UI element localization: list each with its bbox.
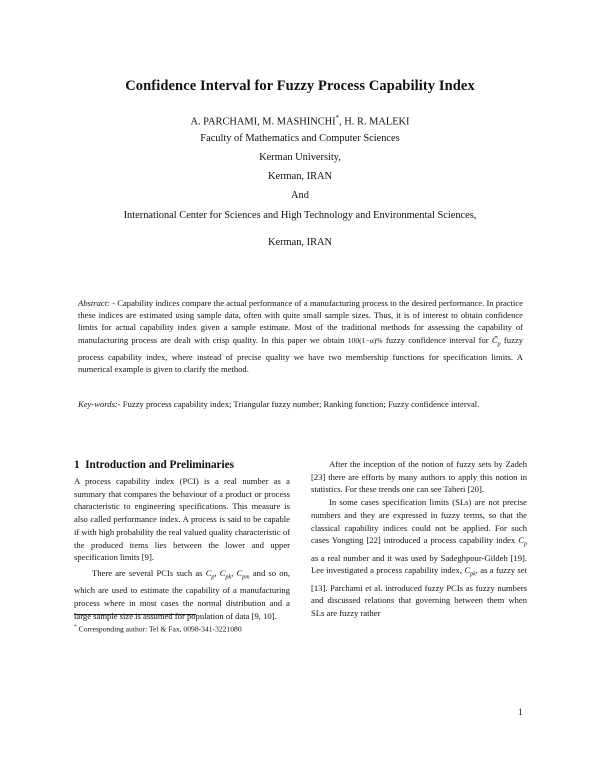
intro-paragraph-4: In some cases specification limits (SLs) are not precise numbers and they are expressed in fuzzy terms, so that the classical capability indices could not be applied. For such cases Yongting [22] introduced a process capability index $C_p$ as a real number and it was used by Sadeghpour-Gildeh [19]. Lee investigated a process capability index, $C_{pk}$, as a fuzzy set [13]. Parchami et al. introduced fuzzy PCIs as fuzzy numbers and discussed relations that governing between them when SLs are fuzzy rather bbox=[311, 497, 527, 619]
authors-last: , H. R. MALEKI bbox=[339, 116, 410, 128]
fuzzy-cp-symbol: $C̃_p$ bbox=[491, 334, 501, 348]
authors-first: A. PARCHAMI, M. MASHINCHI bbox=[190, 116, 336, 128]
section-heading bbox=[74, 458, 290, 472]
affiliation-and: And bbox=[291, 190, 309, 201]
paper-title: Confidence Interval for Fuzzy Process Capability Index bbox=[125, 78, 475, 94]
affiliation-city-2: Kerman, IRAN bbox=[267, 237, 333, 248]
confidence-expression: 100(1−α)% bbox=[347, 335, 383, 345]
corresponding-author-mark: * bbox=[335, 114, 340, 122]
intro-paragraph-3: After the inception of the notion of fuzzy sets by Zadeh [23] there are efforts by many authors to apply this notion in statistics. For these trends one can see Taheri [20]. bbox=[311, 459, 527, 495]
affiliation-center: International Center for Sciences and High Technology and Environmental Sciences, bbox=[123, 210, 477, 221]
left-column bbox=[74, 458, 290, 622]
footnote-mark: * bbox=[74, 624, 77, 630]
intro-paragraph-1: A process capability index (PCI) is a real number as a summary that compares the behaviour of a product or process characteristic to engineering specifications. This measure is also called performance index. A process is said to be capable if with high probability the real valued quality characteristic of the produced items lies between the lower and upper specification limits [9]. bbox=[74, 476, 290, 563]
footnote-rule bbox=[74, 614, 196, 615]
right-column bbox=[311, 458, 527, 620]
abstract bbox=[78, 297, 523, 375]
cpk-symbol: $C_{pk}$ bbox=[219, 567, 232, 581]
keywords-label: Key-words:- bbox=[78, 399, 121, 409]
abstract-text-3: fuzzy process capability index, where instead of precise quality we have two membership functions for specification limits. A numerical example is given to clarify the method. bbox=[78, 334, 523, 374]
cpm-symbol: $C_{pm}$ bbox=[236, 567, 250, 581]
cp-symbol: $C_p$ bbox=[205, 567, 215, 581]
abstract-text-1: - Capability indices compare the actual performance of a manufacturing process to the desired performance. In practice these indices are estimated using sample data, often with quite small sample sizes. Thus, it is of interest to obtain confidence limits for actual capability index given a sample estimate. Most of the traditional methods for assessing the capability of manufacturing process are dealt with crisp quality. In this paper we obtain bbox=[78, 298, 523, 345]
keywords-text: Fuzzy process capability index; Triangular fuzzy number; Ranking function; Fuzzy confidence interval. bbox=[120, 399, 480, 409]
intro-paragraph-2: There are several PCIs such as $C_p$, $C_{pk}$, $C_{pm}$ and so on, which are used to estimate the capability of a manufacturing process where in most cases the normal distribution and a large sample size is assumed for population of data [9, 10]. bbox=[74, 567, 291, 621]
page-number: 1 bbox=[518, 708, 523, 718]
affiliation-university: Kerman University, bbox=[259, 152, 341, 163]
affiliation-faculty: Faculty of Mathematics and Computer Sciences bbox=[200, 133, 400, 144]
footnote-text: Corresponding author: Tel & Fax, 0098-341-3221080 bbox=[76, 624, 242, 634]
keywords bbox=[78, 398, 523, 410]
cpk-symbol-2: $C_{pk}$ bbox=[464, 565, 476, 579]
footnote bbox=[74, 624, 242, 634]
abstract-text-2: fuzzy confidence interval for bbox=[382, 334, 492, 345]
cp-symbol-2: $C_p$ bbox=[518, 535, 527, 548]
affiliation-city-1: Kerman, IRAN bbox=[267, 171, 333, 182]
section-number: 1 bbox=[74, 459, 80, 471]
section-title: Introduction and Preliminaries bbox=[85, 459, 234, 471]
abstract-label: Abstract: bbox=[78, 298, 110, 308]
authors-line bbox=[0, 114, 600, 127]
